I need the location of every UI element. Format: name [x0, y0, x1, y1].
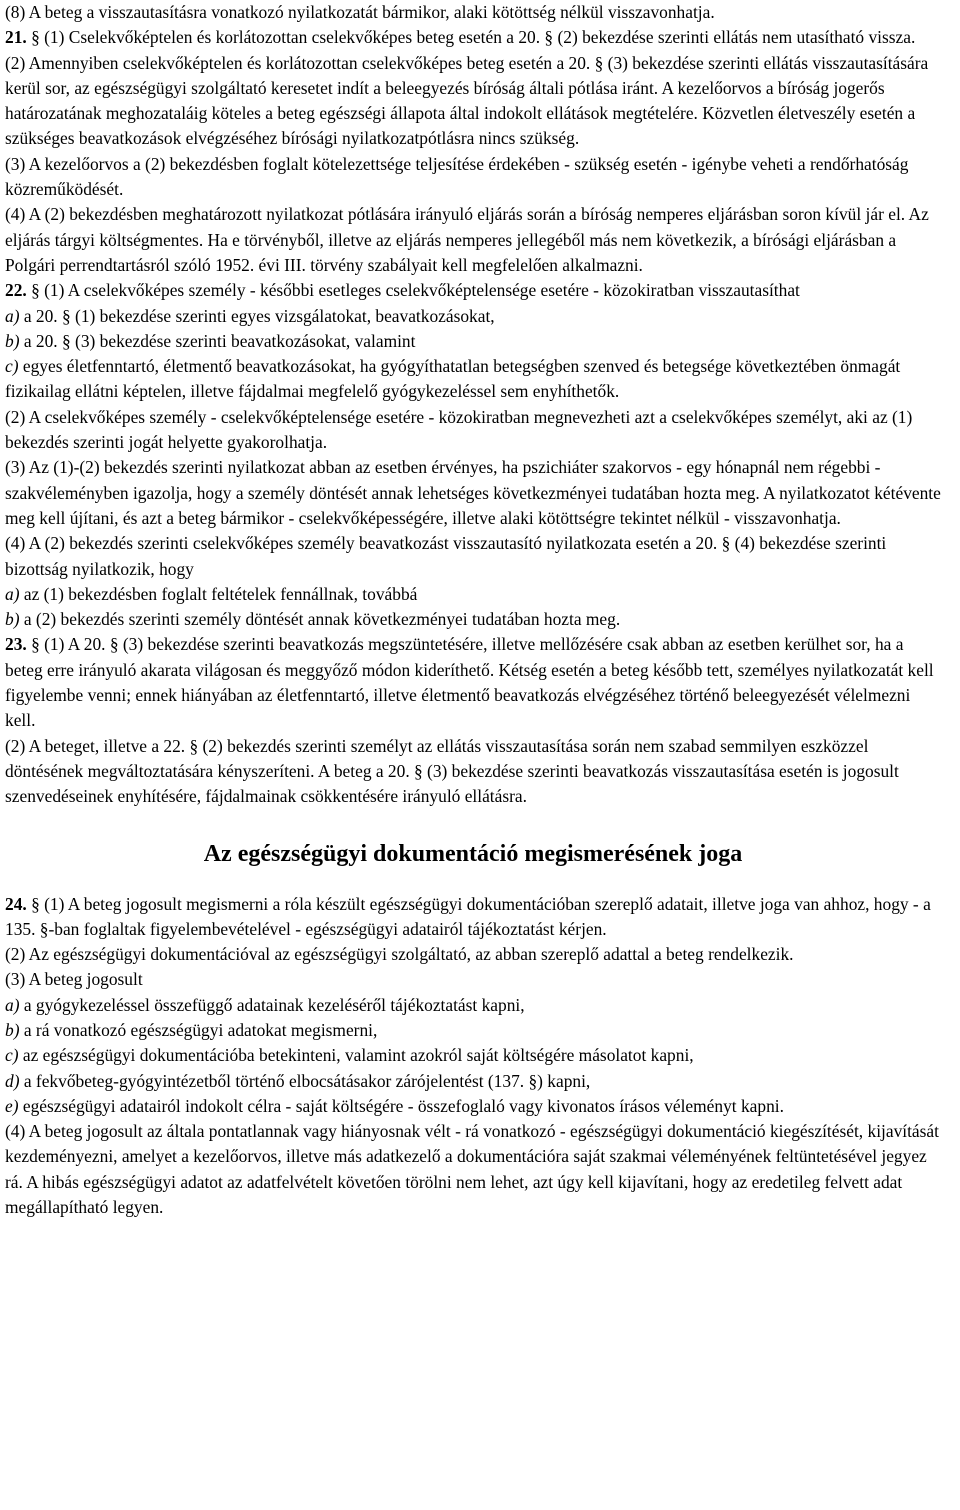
paragraph — [5, 0, 941, 25]
paragraph-text: az egészségügyi dokumentációba betekinteni, valamint azokról saját költségére másolatot kapni, — [18, 1045, 694, 1066]
paragraph — [5, 1094, 941, 1119]
paragraph-text: (4) A (2) bekezdésben meghatározott nyilatkozat pótlására irányuló eljárás során a bíróság nemperes eljárásban soron kívül jár el. Az eljárás tárgyi költségmentes. Ha e törvényből, illetve az eljárás nemperes jellegéből más nem következik, a bírósági eljárásban a Polgári perrendtartásról szóló 1952. évi III. törvény szabályait kell megfelelően alkalmazni. — [5, 204, 929, 275]
paragraph-text: a (2) bekezdés szerinti személy döntését annak következményei tudatában hozta meg. — [19, 609, 621, 630]
paragraph-text: (8) A beteg a visszautasításra vonatkozó nyilatkozatát bármikor, alaki kötöttség nélkül visszavonhatja. — [5, 2, 715, 22]
paragraph — [5, 531, 941, 582]
paragraph — [5, 1018, 941, 1043]
paragraph-text: § (1) A cselekvőképes személy - későbbi esetleges cselekvőképtelensége esetére - közokiratban visszautasíthat — [26, 280, 800, 301]
paragraph — [5, 329, 941, 354]
item-letter: b) — [5, 609, 20, 630]
paragraph — [5, 455, 941, 531]
section-number: 21. — [5, 27, 27, 48]
paragraph — [5, 152, 941, 203]
paragraph-text: a fekvőbeteg-gyógyintézetből történő elbocsátásakor zárójelentést (137. §) kapni, — [19, 1070, 591, 1091]
paragraph-text: (2) Amennyiben cselekvőképtelen és korlátozottan cselekvőképes beteg esetén a 20. § (3) bekezdése szerinti ellátás visszautasítására kerül sor, az egészségügyi szolgáltató keresetet indít a beleegyezés bíróság általi pótlása iránt. A kezelőorvos a bíróság jogerős határozatának meghozataláig köteles a beteg egészségi állapota által indokolt ellátások megtételére. Közvetlen életveszély esetén a szükséges beavatkozások elvégzéséhez bírósági nyilatkozatpótlásra nincs szükség. — [5, 52, 929, 149]
paragraph — [5, 967, 941, 992]
paragraph-text: egészségügyi adatairól indokolt célra - saját költségére - összefoglaló vagy kivonatos írásos véleményt kapni. — [18, 1095, 784, 1116]
item-letter: d) — [5, 1070, 20, 1091]
paragraph-text: (4) A (2) bekezdés szerinti cselekvőképes személy beavatkozást visszautasító nyilatkozata esetén a 20. § (4) bekezdése szerinti bizottság nyilatkozik, hogy — [5, 533, 887, 579]
item-letter: a) — [5, 994, 20, 1015]
paragraph — [5, 1043, 941, 1068]
paragraph — [5, 202, 941, 278]
paragraph — [5, 734, 941, 810]
paragraph-text: (2) A beteget, illetve a 22. § (2) bekezdés szerinti személyt az ellátás visszautasítása során nem szabad semmilyen eszközzel döntésének megváltoztatására kényszeríteni. A beteg a 20. § (3) bekezdése szerinti beavatkozás visszautasítása esetén is jogosult szenvedéseinek enyhítésére, fájdalmainak csökkentésére irányuló ellátásra. — [5, 735, 899, 807]
paragraph — [5, 1119, 941, 1220]
paragraph — [5, 1069, 941, 1094]
paragraph — [5, 304, 941, 329]
paragraph-text: (3) A beteg jogosult — [5, 969, 143, 990]
item-letter: e) — [5, 1095, 19, 1116]
paragraph — [5, 892, 941, 943]
paragraph — [5, 354, 941, 405]
paragraph-text: (2) A cselekvőképes személy - cselekvőképtelensége esetére - közokiratban megnevezheti azt a cselekvőképes személyt, aki az (1) bekezdés szerinti jogát helyette gyakorolhatja. — [5, 406, 913, 453]
item-letter: c) — [5, 356, 19, 377]
paragraph-text: egyes életfenntartó, életmentő beavatkozásokat, ha gyógyíthatatlan betegségben szenved és betegsége következtében önmagát fizikailag ellátni képtelen, illetve fájdalmai megfelelő gyógykezeléssel sem enyhíthetők. — [5, 356, 901, 402]
paragraph-text: (2) Az egészségügyi dokumentációval az egészségügyi szolgáltató, az abban szereplő adattal a beteg rendelkezik. — [5, 944, 794, 965]
section-number: 22. — [5, 280, 27, 301]
paragraph-text: § (1) A 20. § (3) bekezdése szerinti beavatkozás megszüntetésére, illetve mellőzésére csak abban az esetben kerülhet sor, ha a beteg erre irányuló akarata világosan és meggyőző módon kideríthető. Kétség esetén a beteg később tett, személyes nyilatkozatát kell figyelembe venni; ennek hiányában az életfenntartó, illetve életmentő beavatkozás elvégzéséhez történő beleegyezését vélelmezni kell. — [5, 634, 934, 731]
section-number: 23. — [5, 634, 27, 655]
paragraph-text: § (1) A beteg jogosult megismerni a róla készült egészségügyi dokumentációban szereplő adatait, illetve joga van ahhoz, hogy - a 135. §-ban foglaltak figyelembevételével - egészségügyi adatairól tájékoztatást kérjen. — [5, 893, 931, 939]
paragraph — [5, 632, 941, 733]
paragraph-text: a 20. § (1) bekezdése szerinti egyes vizsgálatokat, beavatkozásokat, — [19, 305, 495, 326]
section-number: 24. — [5, 893, 27, 914]
paragraph-text: az (1) bekezdésben foglalt feltételek fennállnak, továbbá — [19, 583, 418, 604]
paragraph-text: § (1) Cselekvőképtelen és korlátozottan cselekvőképes beteg esetén a 20. § (2) bekezdése szerinti ellátás nem utasítható vissza. — [26, 27, 916, 48]
item-letter: c) — [5, 1045, 19, 1066]
item-letter: a) — [5, 583, 20, 604]
paragraph — [5, 582, 941, 607]
paragraph — [5, 25, 941, 50]
item-letter: a) — [5, 305, 20, 326]
paragraph — [5, 942, 941, 967]
paragraph — [5, 607, 941, 632]
paragraph — [5, 51, 941, 152]
paragraph-text: a 20. § (3) bekezdése szerinti beavatkozásokat, valamint — [19, 330, 416, 351]
item-letter: b) — [5, 330, 20, 351]
paragraph-text: (3) Az (1)-(2) bekezdés szerinti nyilatkozat abban az esetben érvényes, ha pszichiáter szakorvos - egy hónapnál nem régebbi - szakvéleményben igazolja, hogy a személy döntését annak lehetséges következményei tudatában hozta meg. A nyilatkozatot kétévente meg kell újítani, és azt a beteg bármikor - cselekvőképességére, illetve alaki kötöttségre tekintet nélkül - visszavonhatja. — [5, 457, 941, 528]
section-heading: Az egészségügyi dokumentáció megismerésének joga — [203, 840, 743, 867]
paragraph-text: (4) A beteg jogosult az általa pontatlannak vagy hiányosnak vélt - rá vonatkozó - egészségügyi dokumentáció kiegészítését, kijavítását kezdeményezni, amelyet a kezelőorvos, illetve más adatkezelő a dokumentációra saját szakmai véleményének feltüntetésével jegyez rá. A hibás egészségügyi adatot az adatfelvételt követően törölni nem lehet, azt úgy kell kijavítani, hogy az eredetileg felvett adat megállapítható legyen. — [5, 1121, 939, 1218]
paragraph-text: a gyógykezeléssel összefüggő adatainak kezeléséről tájékoztatást kapni, — [19, 994, 525, 1015]
paragraph-text: a rá vonatkozó egészségügyi adatokat megismerni, — [19, 1019, 378, 1040]
section-refusal-of-care — [5, 0, 941, 810]
section-documentation-access — [5, 892, 941, 1221]
paragraph — [5, 278, 941, 303]
item-letter: b) — [5, 1019, 20, 1040]
paragraph-text: (3) A kezelőorvos a (2) bekezdésben foglalt kötelezettsége teljesítése érdekében - szükség esetén - igénybe veheti a rendőrhatóság közreműködését. — [5, 153, 909, 200]
paragraph — [5, 405, 941, 456]
paragraph — [5, 993, 941, 1018]
